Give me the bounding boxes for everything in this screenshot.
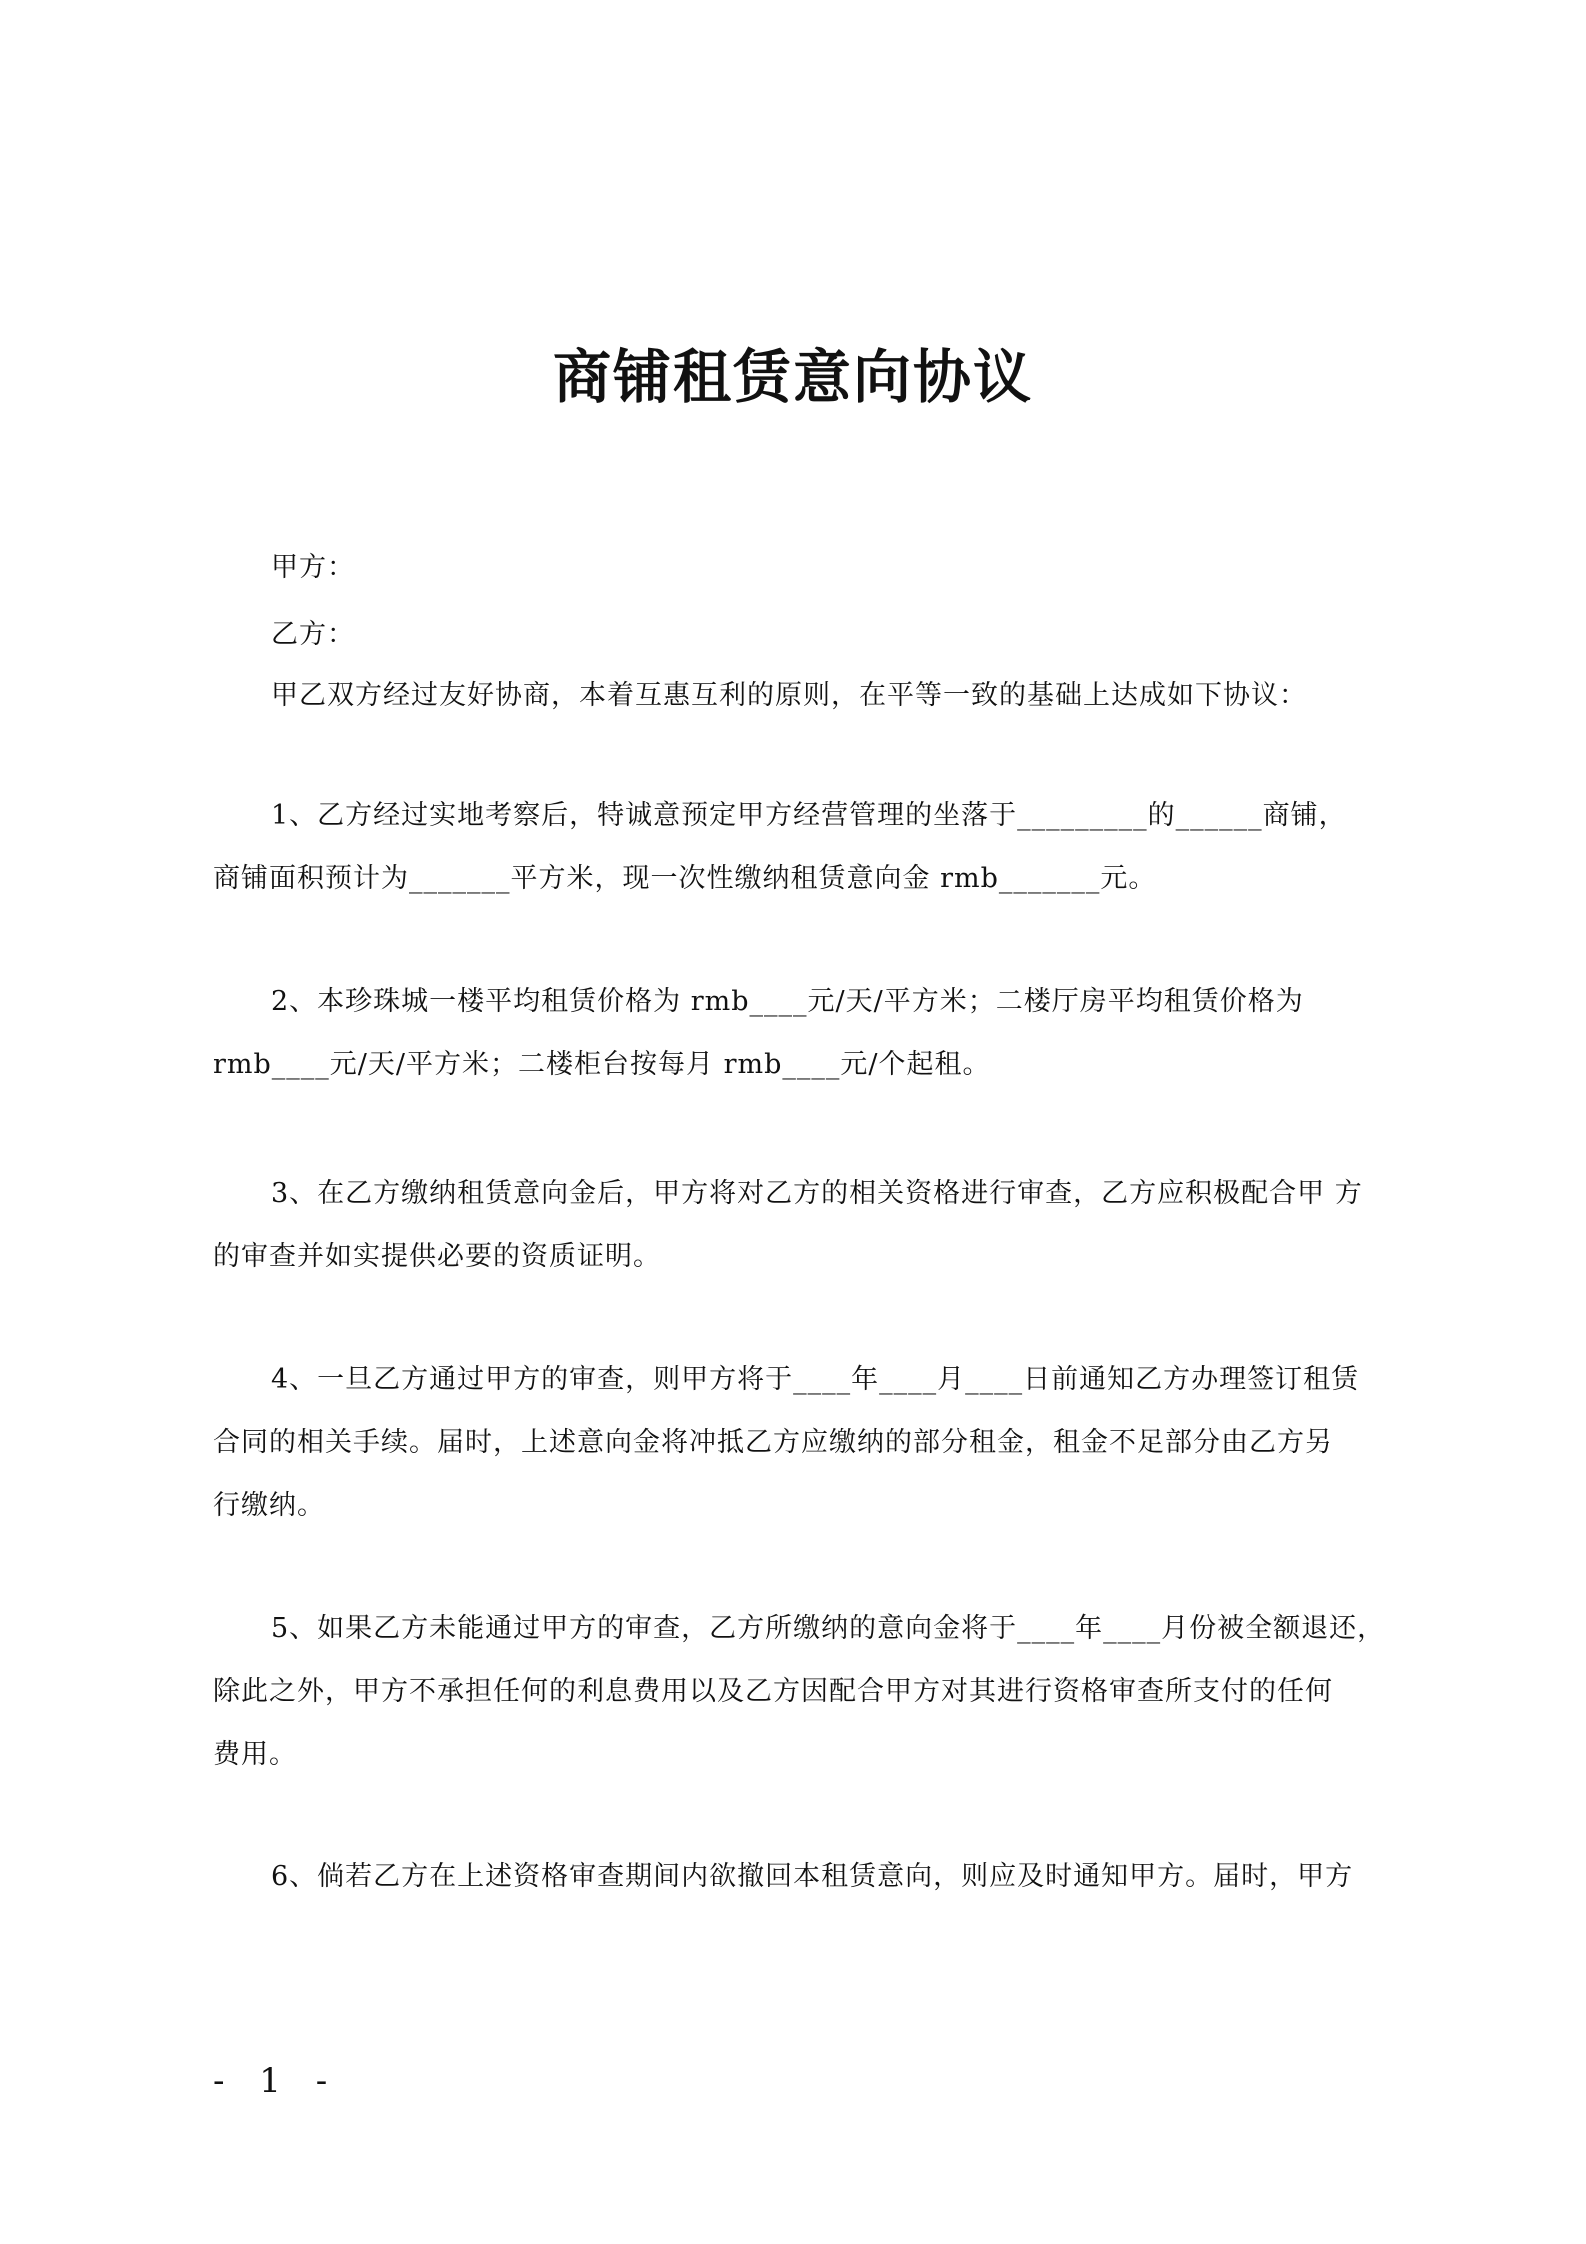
clause-line: 6、倘若乙方在上述资格审查期间内欲撤回本租赁意向，则应及时通知甲方。届时，甲方 [271,1861,1354,1892]
clause-6 [213,1845,1393,1908]
party-a-label: 甲方： [271,552,355,583]
clause-line: rmb____元/天/平方米；二楼柜台按每月 rmb____元/个起租。 [213,1049,991,1080]
clause-line: 除此之外，甲方不承担任何的利息费用以及乙方因配合甲方对其进行资格审查所支付的任何 [213,1676,1333,1707]
clause-line: 费用。 [213,1739,297,1770]
clause-line: 行缴纳。 [213,1490,325,1521]
clause-line: 5、如果乙方未能通过甲方的审查，乙方所缴纳的意向金将于____年____月份被全额退还， [271,1613,1386,1644]
clause-line: 商铺面积预计为_______平方米，现一次性缴纳租赁意向金 rmb_______元。 [213,863,1157,894]
intro-line: 甲乙双方经过友好协商，本着互惠互利的原则，在平等一致的基础上达成如下协议： [271,680,1307,711]
clause-1 [213,784,1393,910]
page-number: - 1 - [213,2061,340,2101]
clause-line: 1、乙方经过实地考察后，特诚意预定甲方经营管理的坐落于_________的______商铺， [271,800,1347,831]
clause-line: 4、一旦乙方通过甲方的审查，则甲方将于____年____月____日前通知乙方办理签订租赁 [271,1364,1360,1395]
clause-line: 2、本珍珠城一楼平均租赁价格为 rmb____元/天/平方米；二楼厅房平均租赁价格为 [271,986,1304,1017]
clause-3 [213,1162,1393,1288]
clause-2 [213,970,1393,1096]
clause-5 [213,1597,1393,1786]
clause-line: 的审查并如实提供必要的资质证明。 [213,1241,661,1272]
party-b-label: 乙方： [271,619,355,650]
clause-line: 合同的相关手续。届时，上述意向金将冲抵乙方应缴纳的部分租金，租金不足部分由乙方另 [213,1427,1333,1458]
document-title: 商铺租赁意向协议 [552,343,1033,411]
clause-line: 3、在乙方缴纳租赁意向金后，甲方将对乙方的相关资格进行审查，乙方应积极配合甲 方 [271,1178,1363,1209]
clause-4 [213,1348,1393,1537]
intro-paragraph [213,664,1393,727]
